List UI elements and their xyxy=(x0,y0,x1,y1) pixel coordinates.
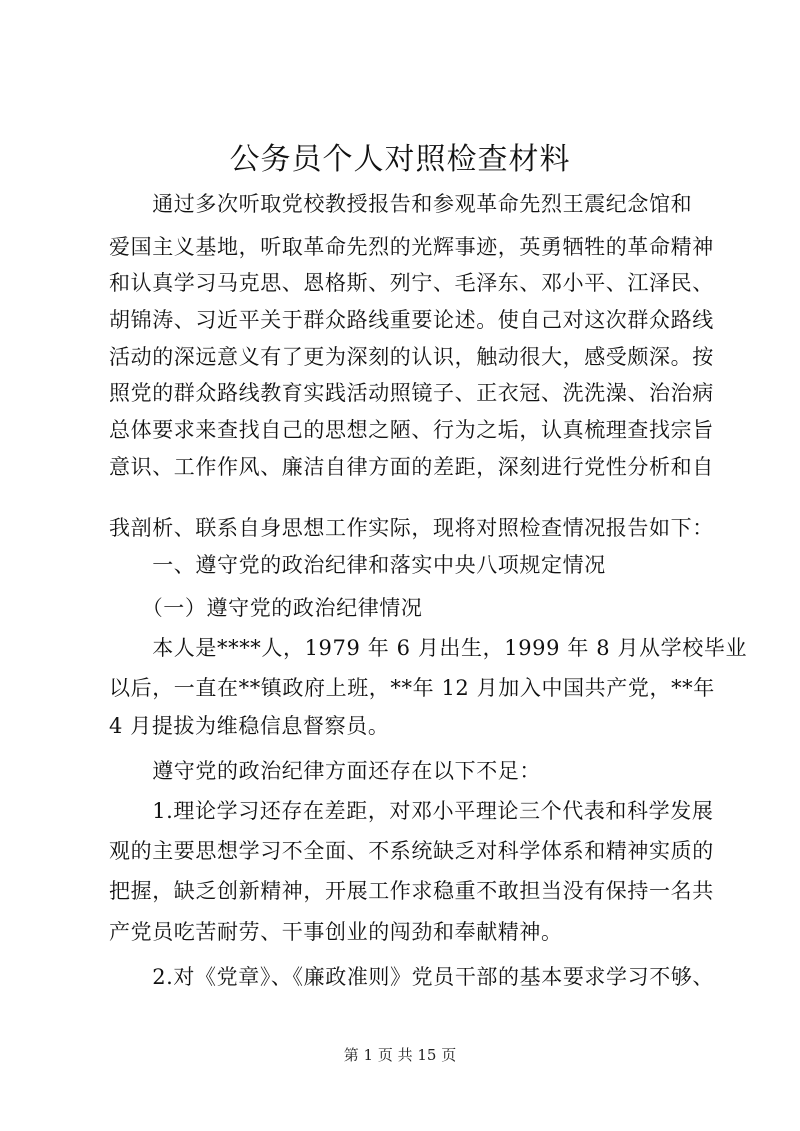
body-line: 和认真学习马克思、恩格斯、列宁、毛泽东、邓小平、江泽民、 xyxy=(109,271,714,295)
body-line: 遵守党的政治纪律方面还存在以下不足： xyxy=(109,759,541,783)
body-line: 胡锦涛、习近平关于群众路线重要论述。使自己对这次群众路线 xyxy=(109,308,714,332)
body-line: 活动的深远意义有了更为深刻的认识，触动很大，感受颇深。按 xyxy=(109,345,714,369)
body-line: 我剖析、联系自身思想工作实际，现将对照检查情况报告如下： xyxy=(109,516,714,540)
subsection-heading: （一）遵守党的政治纪律情况 xyxy=(109,596,423,620)
section-heading: 一、遵守党的政治纪律和落实中央八项规定情况 xyxy=(109,553,606,577)
body-line: 照党的群众路线教育实践活动照镜子、正衣冠、洗洗澡、治治病 xyxy=(109,381,714,405)
body-line: 意识、工作作风、廉洁自律方面的差距，深刻进行党性分析和自 xyxy=(109,455,714,479)
body-line: 1.理论学习还存在差距，对邓小平理论三个代表和科学发展 xyxy=(109,799,714,823)
body-line: 本人是****人，1979 年 6 月出生，1999 年 8 月从学校毕业 xyxy=(109,636,748,660)
body-line: 观的主要思想学习不全面、不系统缺乏对科学体系和精神实质的 xyxy=(109,839,714,863)
body-line: 4 月提拔为维稳信息督察员。 xyxy=(109,714,390,738)
body-line: 产党员吃苦耐劳、干事创业的闯劲和奉献精神。 xyxy=(109,920,563,944)
document-title: 公务员个人对照检查材料 xyxy=(229,142,571,177)
page-footer: 第 1 页 共 15 页 xyxy=(343,1046,457,1064)
body-line: 总体要求来查找自己的思想之陋、行为之垢，认真梳理查找宗旨 xyxy=(109,418,714,442)
body-line: 以后，一直在**镇政府上班，**年 12 月加入中国共产党，**年 xyxy=(109,676,715,700)
body-line: 2.对《党章》、《廉政准则》党员干部的基本要求学习不够、 xyxy=(109,965,715,989)
body-line: 通过多次听取党校教授报告和参观革命先烈王震纪念馆和 xyxy=(109,192,693,216)
body-line: 爱国主义基地，听取革命先烈的光辉事迹，英勇牺牲的革命精神 xyxy=(109,235,714,259)
body-line: 把握，缺乏创新精神，开展工作求稳重不敢担当没有保持一名共 xyxy=(109,879,714,903)
